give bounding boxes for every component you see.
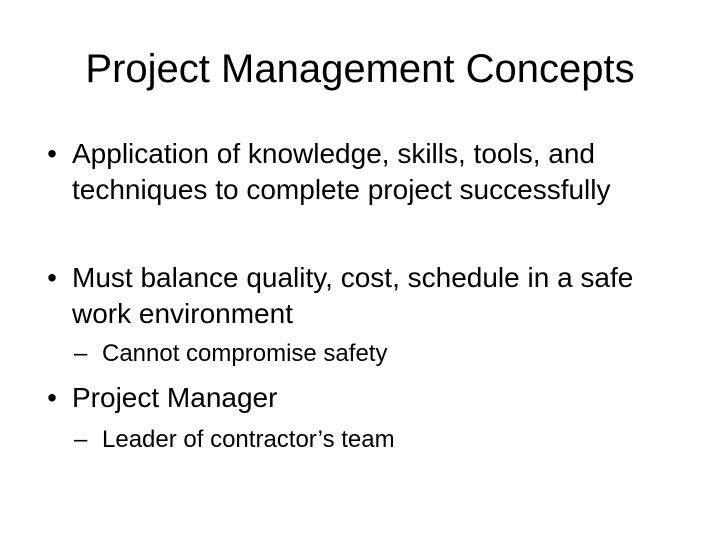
bullet-text: Must balance quality, cost, schedule in a safe work environment — [72, 262, 634, 329]
bullet-item-2 — [47, 260, 672, 332]
sub-bullet-marker: – — [74, 426, 88, 453]
sub-bullet-text: Leader of contractor’s team — [102, 426, 395, 453]
bullet-marker: • — [47, 138, 57, 169]
bullet-item-3 — [47, 380, 672, 416]
bullet-text: Project Manager — [72, 382, 278, 413]
bullet-marker: • — [47, 382, 57, 413]
bullet-text: Application of knowledge, skills, tools, and techniques to complete project successfully — [72, 138, 611, 205]
sub-bullet-item-3-1 — [74, 425, 662, 455]
bullet-marker: • — [47, 262, 57, 293]
sub-bullet-marker: – — [74, 340, 88, 367]
sub-bullet-text: Cannot compromise safety — [102, 340, 388, 367]
bullet-item-1 — [47, 136, 672, 208]
slide-title: Project Management Concepts — [85, 47, 635, 91]
sub-bullet-item-2-1 — [74, 339, 662, 369]
